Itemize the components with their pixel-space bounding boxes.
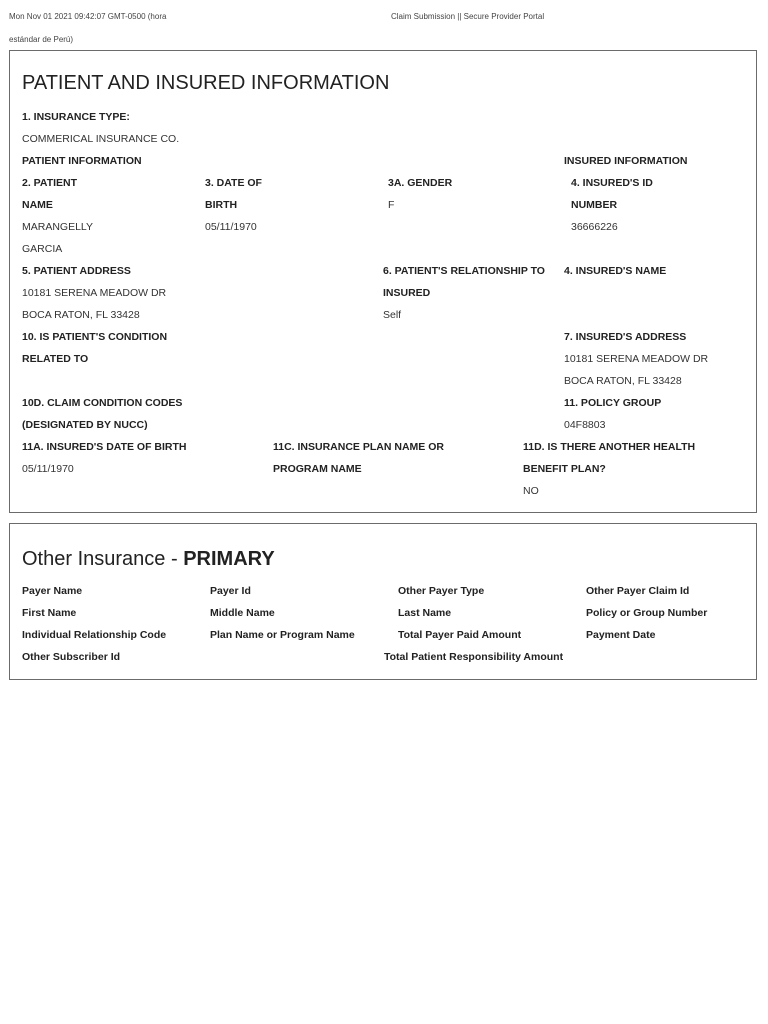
- other-insurance-section: [9, 523, 757, 680]
- policy-group-label: 11. POLICY GROUP: [564, 397, 662, 409]
- other-subscriber-id-label: Other Subscriber Id: [22, 651, 121, 663]
- print-page-title: Claim Submission || Secure Provider Portal: [391, 12, 545, 21]
- insured-address-line1: 10181 SERENA MEADOW DR: [564, 353, 709, 365]
- total-patient-responsibility-label: Total Patient Responsibility Amount: [384, 651, 564, 663]
- payment-date-label: Payment Date: [586, 629, 656, 641]
- print-timestamp-line1: Mon Nov 01 2021 09:42:07 GMT-0500 (hora: [9, 12, 167, 21]
- gender-label: 3A. GENDER: [388, 177, 453, 189]
- insured-id-label-cont: NUMBER: [571, 199, 618, 211]
- payer-id-label: Payer Id: [210, 585, 251, 597]
- other-insurance-title: [22, 548, 275, 571]
- other-insurance-title-mid: Insurance -: [72, 548, 184, 570]
- condition-label: 10. IS PATIENT'S CONDITION: [22, 331, 168, 343]
- insured-address-line2: BOCA RATON, FL 33428: [564, 375, 682, 387]
- total-payer-paid-label: Total Payer Paid Amount: [398, 629, 522, 641]
- insurance-type-value: COMMERICAL INSURANCE CO.: [22, 133, 180, 145]
- another-plan-value: NO: [523, 485, 539, 497]
- relationship-code-label: Individual Relationship Code: [22, 629, 167, 641]
- section-title: PATIENT AND INSURED INFORMATION: [22, 72, 390, 94]
- insured-information-label: INSURED INFORMATION: [564, 155, 688, 167]
- another-plan-label-cont: BENEFIT PLAN?: [523, 463, 606, 475]
- insurance-type-label: 1. INSURANCE TYPE:: [22, 111, 130, 123]
- patient-name-value-cont: GARCIA: [22, 243, 63, 255]
- dob-label: 3. DATE OF: [205, 177, 262, 189]
- dob-label-cont: BIRTH: [205, 199, 238, 211]
- plan-name-label-cont: PROGRAM NAME: [273, 463, 362, 475]
- first-name-label: First Name: [22, 607, 77, 619]
- patient-name-label-cont: NAME: [22, 199, 53, 211]
- print-timestamp-line2: estándar de Perú): [9, 35, 74, 44]
- patient-address-line2: BOCA RATON, FL 33428: [22, 309, 140, 321]
- other-insurance-title-other: Other: [22, 548, 73, 570]
- policy-group-value: 04F8803: [564, 419, 606, 431]
- insured-name-label: 4. INSURED'S NAME: [564, 265, 667, 277]
- relationship-label-cont: INSURED: [383, 287, 431, 299]
- other-payer-claim-id-label: Other Payer Claim Id: [586, 585, 690, 597]
- claim-codes-label: 10D. CLAIM CONDITION CODES: [22, 397, 183, 409]
- last-name-label: Last Name: [398, 607, 452, 619]
- patient-name-label: 2. PATIENT: [22, 177, 78, 189]
- relationship-value: Self: [383, 309, 402, 321]
- policy-group-number-label: Policy or Group Number: [586, 607, 708, 619]
- insured-address-label: 7. INSURED'S ADDRESS: [564, 331, 687, 343]
- patient-information-label: PATIENT INFORMATION: [22, 155, 142, 167]
- patient-address-line1: 10181 SERENA MEADOW DR: [22, 287, 167, 299]
- patient-address-label: 5. PATIENT ADDRESS: [22, 265, 131, 277]
- payer-name-label: Payer Name: [22, 585, 83, 597]
- insured-dob-label: 11A. INSURED'S DATE OF BIRTH: [22, 441, 187, 453]
- relationship-label: 6. PATIENT'S RELATIONSHIP TO: [383, 265, 545, 277]
- dob-value: 05/11/1970: [205, 221, 257, 233]
- gender-value: F: [388, 199, 395, 211]
- other-payer-type-label: Other Payer Type: [398, 585, 485, 597]
- patient-name-value: MARANGELLY: [22, 221, 93, 233]
- middle-name-label: Middle Name: [210, 607, 275, 619]
- patient-insured-section: [9, 50, 757, 513]
- claim-codes-label-cont: (DESIGNATED BY NUCC): [22, 419, 148, 431]
- another-plan-label: 11D. IS THERE ANOTHER HEALTH: [523, 441, 696, 453]
- insured-id-value: 36666226: [571, 221, 618, 233]
- insured-dob-value: 05/11/1970: [22, 463, 74, 475]
- other-insurance-title-primary: PRIMARY: [183, 548, 275, 570]
- insured-id-label: 4. INSURED'S ID: [571, 177, 653, 189]
- condition-label-cont: RELATED TO: [22, 353, 89, 365]
- plan-program-name-label: Plan Name or Program Name: [210, 629, 355, 641]
- plan-name-label: 11C. INSURANCE PLAN NAME OR: [273, 441, 444, 453]
